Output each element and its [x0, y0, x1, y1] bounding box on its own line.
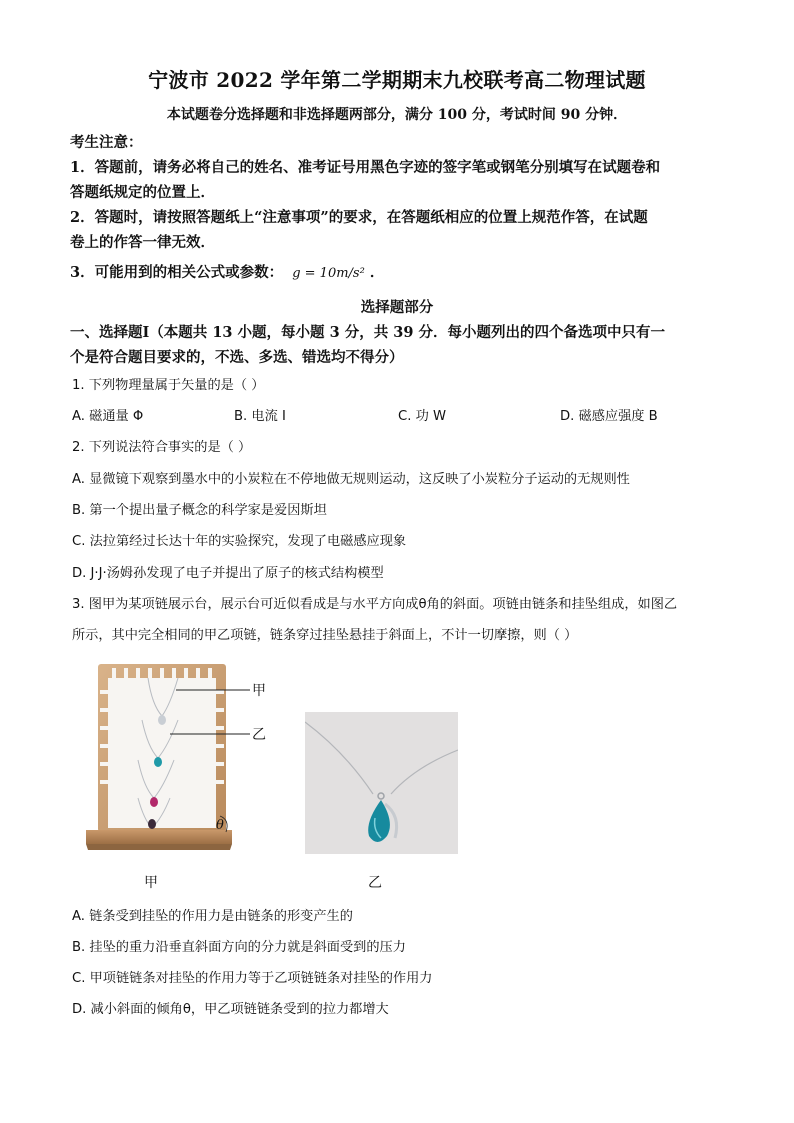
- q1-option-c: C. 功 W: [398, 409, 447, 424]
- section-heading: 选择题部分: [360, 299, 434, 316]
- q3-stem-line-2: 所示，其中完全相同的甲乙项链，链条穿过挂坠悬挂于斜面上，不计一切摩擦，则（ ）: [72, 628, 578, 643]
- theta-label: θ: [216, 818, 224, 833]
- q1-stem: 1. 下列物理量属于矢量的是（ ）: [72, 378, 265, 393]
- q3-option-a: A. 链条受到挂坠的作用力是由链条的形变产生的: [72, 909, 353, 924]
- q1-option-d: D. 磁感应强度 B: [560, 409, 658, 424]
- q3-option-d: D. 减小斜面的倾角θ，甲乙项链链条受到的拉力都增大: [72, 1002, 389, 1017]
- q2-option-d: D. J·J·汤姆孙发现了电子并提出了原子的核式结构模型: [72, 566, 384, 581]
- q2-option-c: C. 法拉第经过长达十年的实验探究，发现了电磁感应现象: [72, 534, 407, 549]
- notice-item-3: [70, 261, 384, 282]
- notice-item-1-line-2: 答题纸规定的位置上．: [70, 184, 215, 201]
- notice-item-3-suffix: ．: [369, 264, 385, 281]
- q2-option-a: A. 显微镜下观察到墨水中的小炭粒在不停地做无规则运动，这反映了小炭粒分子运动的无规则性: [72, 472, 630, 487]
- notice-item-3-prefix: 3．可能用到的相关公式或参数：: [70, 264, 284, 281]
- q1-option-a: A. 磁通量 Φ: [72, 409, 144, 424]
- q3-option-b: B. 挂坠的重力沿垂直斜面方向的分力就是斜面受到的压力: [72, 940, 406, 955]
- notice-item-1-line-1: 1．答题前，请务必将自己的姓名、准考证号用黑色字迹的签字笔或钢笔分别填写在试题卷和: [70, 159, 661, 176]
- figure-label-jia: 甲: [252, 683, 266, 699]
- page-title: 宁波市 2022 学年第二学期期末九校联考高二物理试题: [148, 68, 646, 92]
- pendant-closeup-illustration: [305, 712, 458, 854]
- q1-option-b: B. 电流 I: [234, 409, 286, 424]
- figure-caption-jia: 甲: [144, 875, 158, 891]
- q2-option-b: B. 第一个提出量子概念的科学家是爱因斯坦: [72, 503, 327, 518]
- notice-item-2-line-1: 2．答题时，请按照答题纸上“注意事项”的要求，在答题纸相应的位置上规范作答，在试题: [70, 209, 648, 226]
- gravity-formula: g = 10m/s²: [292, 266, 365, 281]
- notice-heading: 考生注意：: [70, 134, 143, 151]
- part1-line-2: 个是符合题目要求的，不选、多选、错选均不得分）: [70, 349, 404, 366]
- part1-line-1: 一、选择题Ⅰ（本题共 13 小题，每小题 3 分，共 39 分．每小题列出的四个备选项中只有一: [70, 324, 666, 341]
- notice-item-2-line-2: 卷上的作答一律无效．: [70, 234, 215, 251]
- q3-option-c: C. 甲项链链条对挂坠的作用力等于乙项链链条对挂坠的作用力: [72, 971, 433, 986]
- q3-stem-line-1: 3. 图甲为某项链展示台，展示台可近似看成是与水平方向成θ角的斜面。项链由链条和挂坠组成，如图乙: [72, 597, 678, 612]
- exam-info: 本试题卷分选择题和非选择题两部分，满分 100 分，考试时间 90 分钟．: [166, 107, 628, 123]
- figure-yi-pendant-photo: [305, 712, 458, 854]
- q2-stem: 2. 下列说法符合事实的是（ ）: [72, 440, 252, 455]
- figure-label-yi: 乙: [252, 727, 266, 743]
- figure-caption-yi: 乙: [368, 875, 382, 891]
